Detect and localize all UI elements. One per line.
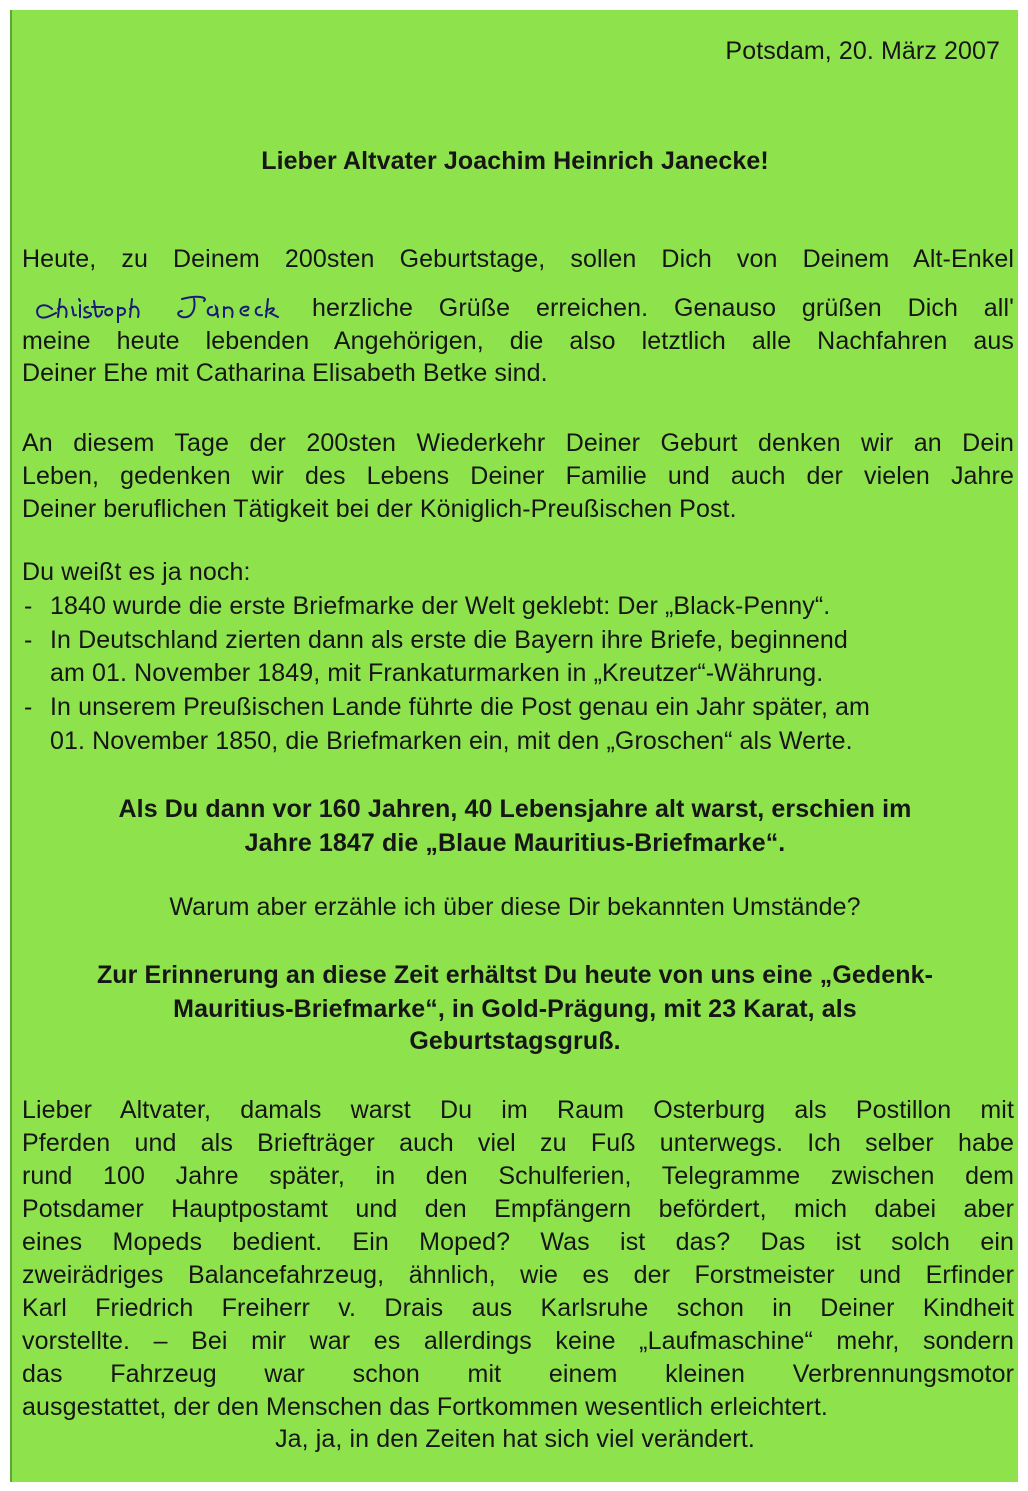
intro-line-4: Deiner Ehe mit Catharina Elisabeth Betke sind. [22,359,548,387]
highlight1-line-1: Als Du dann vor 160 Jahren, 40 Lebensjahre alt warst, erschien im [118,795,912,823]
highlight1-line-2: Jahre 1847 die „Blaue Mauritius-Briefmarke“. [244,829,786,857]
handwritten-signature [22,293,312,323]
list-bullet-2: - [24,626,33,654]
letter-greeting: Lieber Altvater Joachim Heinrich Janecke! [261,147,769,175]
paragraph2-line-1: An diesem Tage der 200sten Wiederkehr Deiner Geburt denken wir an Dein [22,429,1014,457]
closing-line-5: eines Mopeds bedient. Ein Moped? Was ist das? Das ist solch ein [22,1228,1014,1256]
signature-icon [22,293,312,323]
closing-line-11: Ja, ja, in den Zeiten hat sich viel verändert. [275,1425,755,1453]
highlight2-line-2: Mauritius-Briefmarke“, in Gold-Prägung, mit 23 Karat, als [173,995,857,1023]
list-item-2-line-1: In Deutschland zierten dann als erste die Bayern ihre Briefe, beginnend [50,626,848,654]
paragraph2-line-3: Deiner beruflichen Tätigkeit bei der Königlich-Preußischen Post. [22,495,737,523]
intro-line-2-text: herzliche Grüße erreichen. Genauso grüßen Dich all' [312,294,1014,322]
closing-line-2: Pferden und als Briefträger auch viel zu Fuß unterwegs. Ich selber habe [22,1129,1014,1157]
highlight2-line-1: Zur Erinnerung an diese Zeit erhältst Du heute von uns eine „Gedenk- [96,961,934,989]
closing-line-9: das Fahrzeug war schon mit einem kleinen Verbrennungsmotor [22,1360,1014,1388]
intro-line-2 [22,293,1014,323]
question-line: Warum aber erzähle ich über diese Dir bekannten Umstände? [169,893,861,921]
closing-line-7: Karl Friedrich Freiherr v. Drais aus Karlsruhe schon in Deiner Kindheit [22,1294,1014,1322]
list-item-3-line-1: In unserem Preußischen Lande führte die Post genau ein Jahr später, am [50,693,870,721]
closing-line-6: zweirädriges Balancefahrzeug, ähnlich, wie es der Forstmeister und Erfinder [22,1261,1014,1289]
list-bullet-1: - [24,592,33,620]
list-bullet-3: - [24,693,33,721]
closing-line-1: Lieber Altvater, damals warst Du im Raum Osterburg als Postillon mit [22,1096,1014,1124]
list-intro: Du weißt es ja noch: [22,558,251,586]
paragraph2-line-2: Leben, gedenken wir des Lebens Deiner Familie und auch der vielen Jahre [22,462,1014,490]
intro-line-3: meine heute lebenden Angehörigen, die also letztlich alle Nachfahren aus [22,327,1014,355]
highlight2-line-3: Geburtstagsgruß. [409,1027,621,1055]
closing-line-10: ausgestattet, der den Menschen das Fortkommen wesentlich erleichtert. [22,1393,828,1421]
letter-date: Potsdam, 20. März 2007 [725,37,1000,65]
intro-line-1: Heute, zu Deinem 200sten Geburtstage, sollen Dich von Deinem Alt-Enkel [22,245,1014,273]
closing-line-8: vorstellte. – Bei mir war es allerdings keine „Laufmaschine“ mehr, sondern [22,1327,1014,1355]
closing-line-3: rund 100 Jahre später, in den Schulferien, Telegramme zwischen dem [22,1162,1014,1190]
closing-line-4: Potsdamer Hauptpostamt und den Empfängern befördert, mich dabei aber [22,1195,1014,1223]
letter-sheet [10,10,1018,1482]
list-item-2-line-2: am 01. November 1849, mit Frankaturmarken in „Kreutzer“-Währung. [50,659,824,687]
list-item-1: 1840 wurde die erste Briefmarke der Welt geklebt: Der „Black-Penny“. [50,592,831,620]
list-item-3-line-2: 01. November 1850, die Briefmarken ein, mit den „Groschen“ als Werte. [50,727,853,755]
